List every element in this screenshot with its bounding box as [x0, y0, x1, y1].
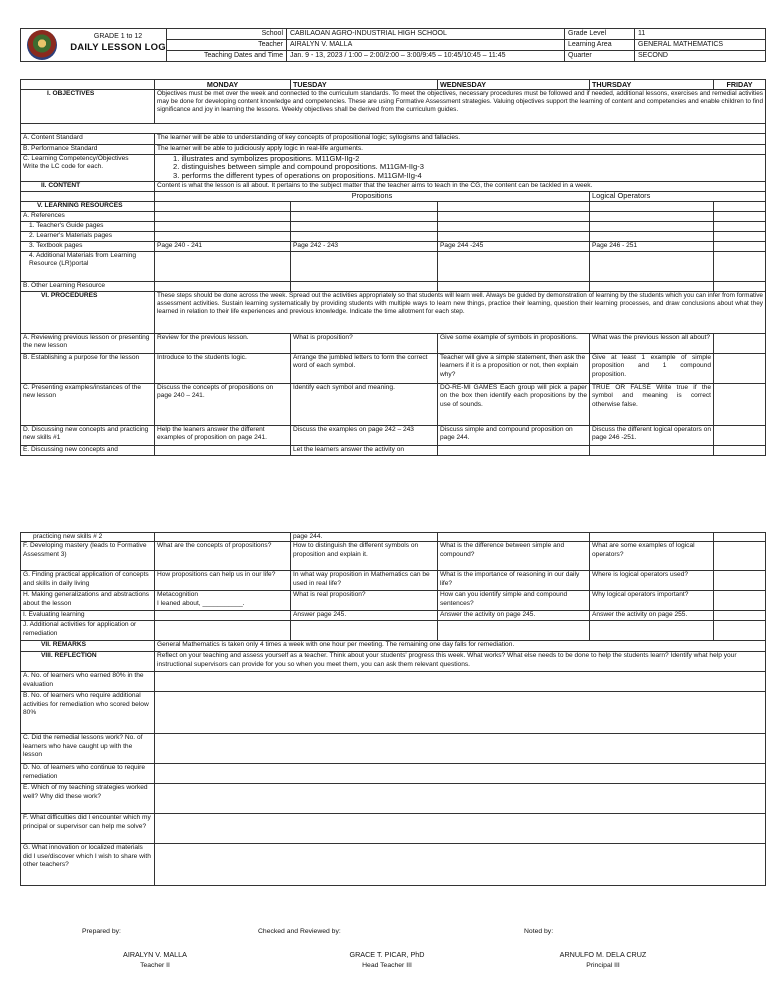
textbook-label: 3. Textbook pages — [21, 242, 155, 252]
procedure-cell: Discuss the concepts of propositions on page 240 – 241. — [155, 384, 291, 426]
procedure-label: practicing new skills # 2 — [21, 533, 155, 542]
procedure-cell: What are the concepts of propositions? — [155, 542, 291, 571]
reflection-answer — [155, 814, 766, 844]
reflection-row — [21, 844, 766, 886]
procedure-cell — [714, 542, 766, 571]
procedure-cell: Discuss simple and compound proposition on page 244. — [438, 426, 590, 446]
procedure-cell — [714, 334, 766, 354]
teacher-value: AIRALYN V. MALLA — [287, 40, 565, 51]
procedure-cell: What is real proposition? — [291, 591, 438, 611]
checked-by-label: Checked and Reviewed by: — [258, 928, 341, 935]
days-row — [21, 80, 766, 90]
reflection-item: G. What innovation or localized materials did I use/discover which I wish to share with other teachers? — [21, 844, 155, 886]
lesson-table-part-1 — [20, 79, 766, 456]
content-logical-operators: Logical Operators — [590, 192, 766, 202]
document-title: DAILY LESSON LOG — [70, 42, 166, 53]
procedure-cell: What is proposition? — [291, 334, 438, 354]
day-monday: MONDAY — [155, 80, 291, 90]
procedure-label: C. Presenting examples/instances of the new lesson — [21, 384, 155, 426]
procedure-cell: What is the difference between simple and compound? — [438, 542, 590, 571]
procedure-cell — [155, 611, 291, 621]
procedure-label: E. Discussing new concepts and — [21, 446, 155, 456]
procedure-cell — [438, 621, 590, 641]
content-label: II. CONTENT — [21, 182, 155, 192]
textbook-pages-thursday: Page 246 - 251 — [590, 242, 714, 252]
reflection-row — [21, 784, 766, 814]
other-resources-label: B. Other Learning Resource — [21, 282, 155, 292]
procedure-cell — [590, 621, 714, 641]
procedure-row-h — [21, 591, 766, 611]
procedure-cell — [590, 533, 714, 542]
procedures-text: These steps should be done across the week. Spread out the activities appropriately so that students will learn well. Always be guided by demonstration of learning by the students which you can infer from formative assessment activities. Sustain learning systematically by providing students with multiple ways to learn new things, practice their learning, question their learning processes, and draw conclusions about what they learned in relation to their life experiences and previous knowledge. Indicate the time allotment for each step. — [155, 292, 766, 334]
objectives-label: I. OBJECTIVES — [21, 90, 155, 124]
reflection-item: C. Did the remedial lessons work? No. of learners who have caught up with the lesson — [21, 734, 155, 764]
procedure-label: A. Reviewing previous lesson or presenting the new lesson — [21, 334, 155, 354]
reflection-row — [21, 672, 766, 692]
textbook-pages-wednesday: Page 244 -245 — [438, 242, 590, 252]
reflection-item: A. No. of learners who earned 80% in the evaluation — [21, 672, 155, 692]
noted-name: ARNULFO M. DELA CRUZ — [559, 950, 647, 959]
reflection-answer — [155, 784, 766, 814]
procedure-label: D. Discussing new concepts and practicing new skills #1 — [21, 426, 155, 446]
noted-title: Principal III — [586, 962, 620, 969]
procedure-row-c — [21, 384, 766, 426]
logo-cell — [21, 29, 167, 62]
resources-label: V. LEARNING RESOURCES — [21, 202, 155, 212]
procedure-cell — [714, 621, 766, 641]
procedure-label: J. Additional activities for application or remediation — [21, 621, 155, 641]
procedure-cell — [714, 611, 766, 621]
procedure-row-g — [21, 571, 766, 591]
remarks-text: General Mathematics is taken only 4 times a week with one hour per meeting. The remaining one day falls for remediation. — [155, 641, 766, 652]
remarks-label: VII. REMARKS — [21, 641, 155, 652]
procedure-label: G. Finding practical application of concepts and skills in daily living — [21, 571, 155, 591]
procedure-cell: Answer page 245. — [291, 611, 438, 621]
reflection-row — [21, 764, 766, 784]
reflection-row — [21, 692, 766, 734]
procedure-cell: Why logical operators important? — [590, 591, 714, 611]
prepared-title: Teacher II — [140, 962, 170, 969]
procedure-cell: What was the previous lesson all about? — [590, 334, 714, 354]
reflection-label: VIII. REFLECTION — [21, 652, 155, 672]
day-thursday: THURSDAY — [590, 80, 714, 90]
procedure-row-j — [21, 621, 766, 641]
teachers-guide-label: 1. Teacher's Guide pages — [21, 222, 155, 232]
school-label: School — [167, 29, 287, 40]
procedure-cell: How can you identify simple and compound sentences? — [438, 591, 590, 611]
competency-item: 2. distinguishes between simple and compound propositions. M11GM-IIg-3 — [173, 162, 425, 172]
reflection-row — [21, 814, 766, 844]
competency-label-cell — [21, 155, 155, 182]
procedure-cell — [714, 446, 766, 456]
reflection-answer — [155, 734, 766, 764]
day-tuesday: TUESDAY — [291, 80, 438, 90]
procedure-cell — [155, 446, 291, 456]
reflection-answer — [155, 844, 766, 886]
procedure-row-f — [21, 542, 766, 571]
procedure-label: F. Developing mastery (leads to Formative Assessment 3) — [21, 542, 155, 571]
procedure-cell: DO-RE-MI GAMES Each group will pick a paper on the box then identify each propositions by the use of sounds. — [438, 384, 590, 426]
header-table — [20, 28, 766, 62]
teacher-label: Teacher — [167, 40, 287, 51]
competency-list — [155, 155, 766, 182]
procedure-cell: Discuss the examples on page 242 – 243 — [291, 426, 438, 446]
procedure-cell: Answer the activity on page 245. — [438, 611, 590, 621]
school-value: CABILAOAN AGRO-INDUSTRIAL HIGH SCHOOL — [287, 29, 565, 40]
procedure-label: I. Evaluating learning — [21, 611, 155, 621]
procedure-cell: Give at least 1 example of simple proposition and 1 compound proposition. — [590, 354, 714, 384]
reflection-answer — [155, 672, 766, 692]
day-friday: FRIDAY — [714, 80, 766, 90]
procedure-cell: In what way proposition in Mathematics can be used in real life? — [291, 571, 438, 591]
learning-area-label: Learning Area — [565, 40, 635, 51]
objectives-text: Objectives must be met over the week and connected to the curriculum standards. To meet the objectives, necessary procedures must be followed and if needed, additional lessons, exercises and remedial activities may be done for developing content knowledge and competencies. These are using Formative Assessment strategies. Valuing objectives support the learning of content and competencies and enable children to find significance and joy in learning the lessons. Weekly objectives shall be derived from the curriculum guides. — [155, 90, 766, 124]
procedure-cell — [438, 533, 590, 542]
content-standard-text: The learner will be able to understanding of key concepts of propositional logic; syllogisms and fallacies. — [155, 134, 766, 145]
procedure-cell: Help the leaners answer the different examples of proposition on page 241. — [155, 426, 291, 446]
procedure-cell — [714, 384, 766, 426]
checked-title: Head Teacher III — [362, 962, 412, 969]
reflection-answer — [155, 764, 766, 784]
procedure-cell: Review for the previous lesson. — [155, 334, 291, 354]
textbook-pages-tuesday: Page 242 - 243 — [291, 242, 438, 252]
procedure-cell: Let the learners answer the activity on — [291, 446, 438, 456]
procedure-cell: Discuss the different logical operators on page 246 -251. — [590, 426, 714, 446]
grade-level-label: Grade Level — [565, 29, 635, 40]
procedure-cell — [155, 533, 291, 542]
procedure-cell — [714, 533, 766, 542]
procedure-cell — [714, 591, 766, 611]
procedure-cell — [155, 621, 291, 641]
procedure-cell: Identify each symbol and meaning. — [291, 384, 438, 426]
competency-item: 1. illustrates and symbolizes propositions. M11GM-IIg-2 — [173, 154, 360, 163]
school-seal-icon — [27, 30, 57, 60]
procedure-cell — [714, 571, 766, 591]
procedure-cell — [438, 446, 590, 456]
procedure-cell — [590, 446, 714, 456]
procedure-cell — [714, 354, 766, 384]
dates-label: Teaching Dates and Time — [167, 51, 287, 62]
textbook-pages-monday: Page 240 - 241 — [155, 242, 291, 252]
learners-materials-label: 2. Learner's Materials pages — [21, 232, 155, 242]
content-propositions: Propositions — [155, 192, 590, 202]
additional-materials-label: 4. Additional Materials from Learning Resource (LR)portal — [21, 252, 155, 282]
competency-sub: Write the LC code for each. — [23, 163, 104, 171]
reflection-answer — [155, 692, 766, 734]
prepared-name: AIRALYN V. MALLA — [123, 950, 187, 959]
procedure-cell: Give some example of symbols in propositions. — [438, 334, 590, 354]
procedure-row-e — [21, 446, 766, 456]
grade-level-value: 11 — [635, 29, 766, 40]
references-label: A. References — [21, 212, 155, 222]
day-wednesday: WEDNESDAY — [438, 80, 590, 90]
procedure-row-e-cont — [21, 533, 766, 542]
procedure-cell: What are some examples of logical operators? — [590, 542, 714, 571]
procedure-cell: Introduce to the students logic. — [155, 354, 291, 384]
reflection-item: B. No. of learners who require additional activities for remediation who scored below 80% — [21, 692, 155, 734]
content-standard-label: A. Content Standard — [21, 134, 155, 145]
checked-name: GRACE T. PICAR, PhD — [349, 950, 425, 959]
performance-standard-text: The learner will be able to judiciously apply logic in real-life arguments. — [155, 145, 766, 155]
dates-value: Jan. 9 - 13, 2023 / 1:00 – 2:00/2:00 – 3:00/9:45 – 10:45/10:45 – 11:45 — [287, 51, 565, 62]
noted-by-label: Noted by: — [524, 928, 554, 935]
reflection-row — [21, 734, 766, 764]
procedure-cell: How to distinguish the different symbols on proposition and explain it. — [291, 542, 438, 571]
learning-area-value: GENERAL MATHEMATICS — [635, 40, 766, 51]
performance-standard-label: B. Performance Standard — [21, 145, 155, 155]
quarter-label: Quarter — [565, 51, 635, 62]
procedure-row-i — [21, 611, 766, 621]
content-text: Content is what the lesson is all about. It pertains to the subject matter that the teacher aims to teach in the CG, the content can be tackled in a week. — [155, 182, 766, 192]
procedure-cell: Arrange the jumbled letters to form the correct word of each symbol. — [291, 354, 438, 384]
reflection-item: D. No. of learners who continue to require remediation — [21, 764, 155, 784]
procedure-row-d — [21, 426, 766, 446]
procedure-row-b — [21, 354, 766, 384]
procedure-cell: Where is logical operators used? — [590, 571, 714, 591]
prepared-by-label: Prepared by: — [82, 928, 121, 935]
procedure-cell — [714, 426, 766, 446]
reflection-text: Reflect on your teaching and assess yourself as a teacher. Think about your students' progress this week. What works? What else needs to be done to help the students learn? Identify what help your instructional supervisors can provide for you so when you meet them, you can ask them relevant questions. — [155, 652, 766, 672]
procedure-cell — [291, 621, 438, 641]
procedure-cell: page 244. — [291, 533, 438, 542]
procedure-cell: Answer the activity on page 255. — [590, 611, 714, 621]
competency-label: C. Learning Competency/Objectives — [23, 155, 129, 162]
procedures-label: VI. PROCEDURES — [21, 292, 155, 334]
reflection-item: F. What difficulties did I encounter which my principal or supervisor can help me solve? — [21, 814, 155, 844]
grade-range: GRADE 1 to 12 — [93, 33, 143, 40]
reflection-item: E. Which of my teaching strategies worked well? Why did these work? — [21, 784, 155, 814]
competency-item: 3. performs the different types of operations on propositions. M11GM-IIg-4 — [173, 170, 422, 180]
procedure-cell: Metacognition I leaned about, ___________. — [155, 591, 291, 611]
procedure-cell: How propositions can help us in our life? — [155, 571, 291, 591]
procedure-label: B. Establishing a purpose for the lesson — [21, 354, 155, 384]
quarter-value: SECOND — [635, 51, 766, 62]
procedure-cell: TRUE OR FALSE Write true if the symbol and meaning is correct otherwise false. — [590, 384, 714, 426]
procedure-row-a — [21, 334, 766, 354]
procedure-cell: What is the importance of reasoning in our daily life? — [438, 571, 590, 591]
lesson-table-part-2 — [20, 532, 766, 886]
procedure-label: H. Making generalizations and abstractions about the lesson — [21, 591, 155, 611]
procedure-cell: Teacher will give a simple statement, then ask the learners if it is a proposition or not, then explain why? — [438, 354, 590, 384]
